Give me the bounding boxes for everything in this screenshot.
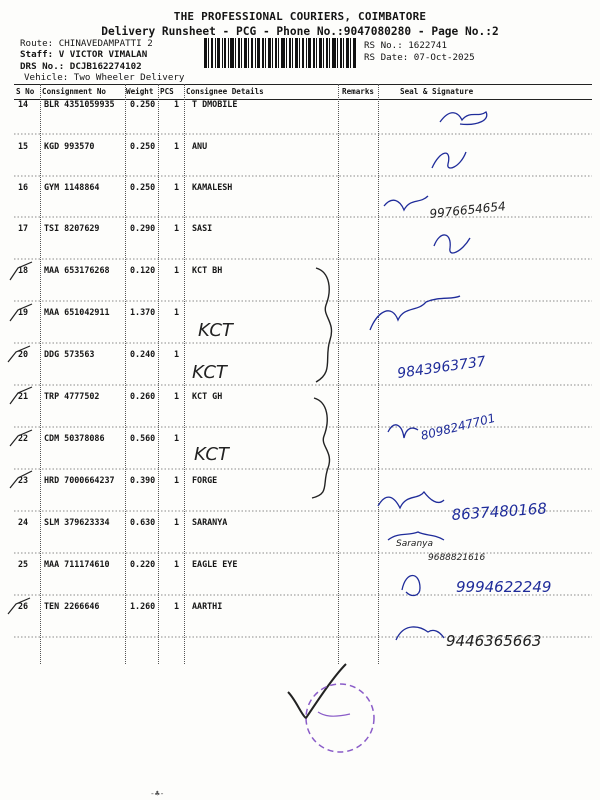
row-consignee: KAMALESH [192,182,233,192]
row-consignee: T DMOBILE [192,99,238,109]
row-sno: 23 [18,475,29,485]
table-row [14,433,592,473]
table-row [14,475,592,515]
handwritten-note: KCT [194,444,229,465]
row-consignee: FORGE [192,475,218,485]
row-weight: 0.390 [130,475,156,485]
table-row [14,307,592,347]
handwritten-phone: 9446365663 [446,632,542,650]
handwritten-note: KCT [192,362,227,383]
row-pcs: 1 [174,307,180,317]
table-row [14,601,592,641]
col-pcs: PCS [160,87,174,96]
col-remarks: Remarks [342,87,375,96]
row-consignee: EAGLE EYE [192,559,238,569]
row-weight: 0.250 [130,99,156,109]
table-row [14,99,592,139]
row-sno: 16 [18,182,29,192]
row-sno: 20 [18,349,29,359]
row-pcs: 1 [174,141,180,151]
handwritten-phone: 9994622249 [456,578,552,596]
row-consignment: GYM 1148864 [44,182,100,192]
row-consignment: MAA 651042911 [44,307,110,317]
handwritten-note: KCT [198,320,233,341]
table-row [14,182,592,222]
row-consignment: TRP 4777502 [44,391,100,401]
row-sno: 24 [18,517,29,527]
table-row [14,517,592,557]
handwritten-name: Saranya [396,539,433,549]
row-pcs: 1 [174,182,180,192]
runsheet-subtitle: Delivery Runsheet - PCG - Phone No.:9047080280 - Page No.:2 [101,25,499,38]
row-weight: 0.250 [130,182,156,192]
table-row [14,265,592,305]
document-title: THE PROFESSIONAL COURIERS, COIMBATORE [173,10,427,23]
row-sno: 15 [18,141,29,151]
row-sno: 26 [18,601,29,611]
table-row [14,391,592,431]
row-sno: 25 [18,559,29,569]
staff-label: Staff: V VICTOR VIMALAN [20,49,148,60]
table-header [14,84,592,100]
table-row [14,559,592,599]
row-weight: 0.290 [130,223,156,233]
table-row [14,349,592,389]
row-weight: 1.260 [130,601,156,611]
barcode-image [204,38,356,68]
col-weight: Weight [126,87,154,96]
row-pcs: 1 [174,265,180,275]
footer-mark: -♣- [150,789,165,798]
row-consignment: DDG 573563 [44,349,95,359]
row-pcs: 1 [174,601,180,611]
row-pcs: 1 [174,559,180,569]
col-consignment: Consignment No [42,87,107,96]
row-weight: 0.630 [130,517,156,527]
row-sno: 14 [18,99,29,109]
row-sno: 21 [18,391,29,401]
row-weight: 0.250 [130,141,156,151]
col-sno: S No [16,87,35,96]
row-consignment: CDM 50378086 [44,433,105,443]
row-pcs: 1 [174,433,180,443]
row-sno: 17 [18,223,29,233]
stamp-mark [306,684,374,752]
route-label: Route: CHINAVEDAMPATTI 2 [20,38,153,49]
handwritten-phone: 8098247701 [419,410,497,443]
row-sno: 18 [18,265,29,275]
handwritten-phone: 9843963737 [396,353,487,382]
row-consignment: TEN 2266646 [44,601,100,611]
check-mark [288,664,346,718]
row-consignee: ANU [192,141,208,151]
row-consignment: MAA 653176268 [44,265,110,275]
rs-date: RS Date: 07-Oct-2025 [364,52,475,63]
row-weight: 0.240 [130,349,156,359]
col-seal: Seal & Signature [400,87,474,96]
row-weight: 0.260 [130,391,156,401]
row-pcs: 1 [174,517,180,527]
rs-number: RS No.: 1622741 [364,40,447,51]
col-consignee: Consignee Details [186,87,264,96]
handwritten-phone: 9976654654 [428,199,507,221]
row-weight: 0.560 [130,433,156,443]
row-pcs: 1 [174,223,180,233]
table-row [14,223,592,263]
row-consignee: SASI [192,223,213,233]
row-consignment: TSI 8207629 [44,223,100,233]
handwritten-phone: 8637480168 [451,499,548,524]
table-row [14,141,592,181]
row-sno: 19 [18,307,29,317]
row-consignee: SARANYA [192,517,228,527]
row-consignment: SLM 379623334 [44,517,110,527]
row-consignment: MAA 711174610 [44,559,110,569]
drs-label: DRS No.: DCJB162274102 [20,61,142,72]
row-consignee: KCT BH [192,265,223,275]
row-weight: 1.370 [130,307,156,317]
row-sno: 22 [18,433,29,443]
row-consignment: KGD 993570 [44,141,95,151]
row-pcs: 1 [174,99,180,109]
row-consignment: HRD 7000664237 [44,475,115,485]
row-weight: 0.220 [130,559,156,569]
row-weight: 0.120 [130,265,156,275]
row-pcs: 1 [174,475,180,485]
row-consignee: AARTHI [192,601,223,611]
row-consignment: BLR 4351059935 [44,99,115,109]
row-pcs: 1 [174,349,180,359]
handwritten-phone: 9688821616 [428,553,486,563]
row-consignee: KCT GH [192,391,223,401]
vehicle-label: Vehicle: Two Wheeler Delivery [24,72,185,83]
row-pcs: 1 [174,391,180,401]
